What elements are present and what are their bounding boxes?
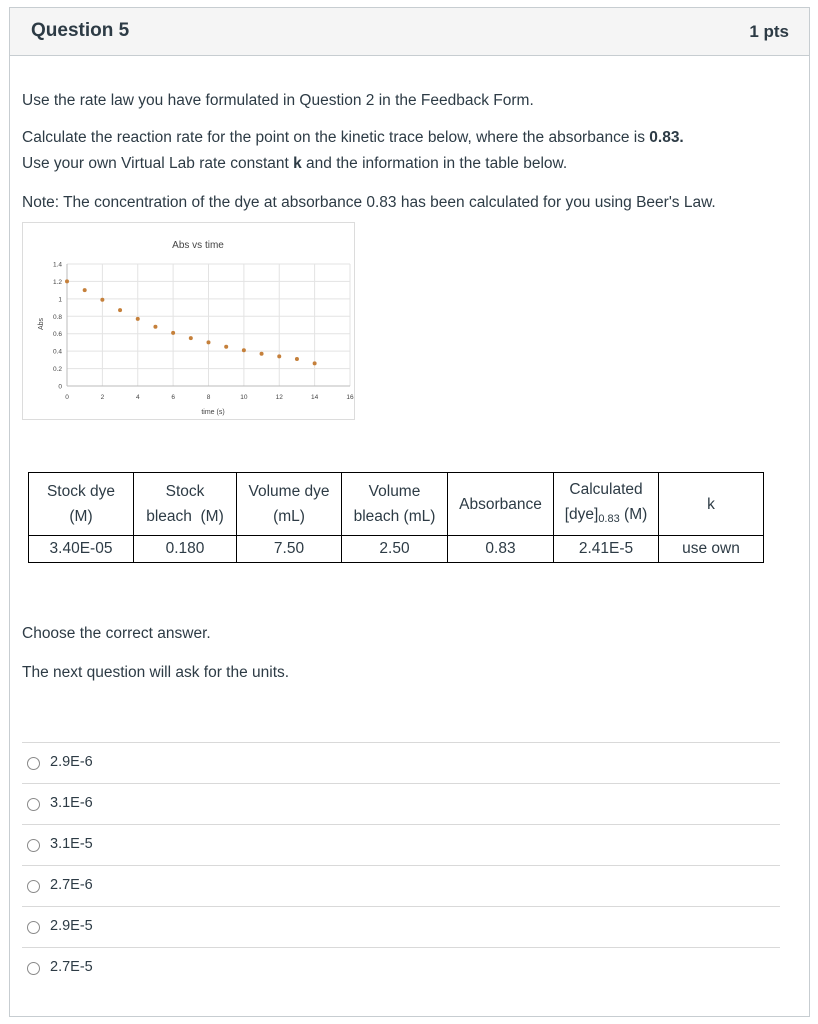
next-question-text: The next question will ask for the units.	[22, 664, 290, 681]
answer-label[interactable]: 2.9E-5	[50, 918, 93, 934]
table-row	[29, 536, 764, 563]
data-point	[83, 288, 87, 292]
answer-list	[22, 742, 780, 988]
data-point	[171, 331, 175, 335]
value-calculated-dye: 2.41E-5	[554, 536, 659, 563]
x-tick-label: 4	[135, 394, 140, 401]
header-k: k	[659, 473, 764, 536]
y-axis-label: Abs	[38, 317, 45, 331]
chart-title: Abs vs time	[172, 240, 224, 251]
answer-label[interactable]: 2.9E-6	[50, 754, 93, 770]
y-tick-label: 0.4	[52, 348, 62, 356]
x-tick-label: 16	[346, 394, 354, 401]
absorbance-highlight: 0.83.	[649, 129, 684, 146]
instruction-text: Use your own Virtual Lab rate constant	[22, 155, 294, 172]
radio-button[interactable]	[27, 880, 40, 893]
instruction-text: and the information in the table below.	[301, 155, 568, 172]
value-stock-dye: 3.40E-05	[29, 536, 134, 563]
data-point	[118, 308, 122, 312]
header-absorbance: Absorbance	[448, 473, 554, 536]
radio-button[interactable]	[27, 798, 40, 811]
answer-option[interactable]	[22, 906, 780, 947]
chart-grid	[67, 264, 350, 386]
answer-option[interactable]	[22, 783, 780, 824]
rate-constant-highlight: k	[293, 155, 302, 172]
value-volume-bleach: 2.50	[342, 536, 448, 563]
chart-ticks	[53, 262, 354, 402]
data-point	[189, 336, 193, 340]
y-tick-label: 0.2	[52, 366, 62, 374]
data-point	[242, 348, 246, 352]
data-point	[260, 352, 264, 356]
x-tick-label: 8	[206, 394, 211, 401]
y-tick-label: 1.2	[52, 278, 62, 286]
answer-label[interactable]: 3.1E-5	[50, 836, 93, 852]
header-stock-dye: Stock dye (M)	[29, 473, 134, 536]
table-header-row	[29, 473, 764, 536]
header-volume-bleach: Volume bleach (mL)	[342, 473, 448, 536]
radio-button[interactable]	[27, 757, 40, 770]
data-point	[224, 345, 228, 349]
radio-button[interactable]	[27, 962, 40, 975]
data-point	[136, 317, 140, 321]
choose-text: Choose the correct answer.	[22, 625, 211, 642]
instruction-line-1	[22, 88, 534, 114]
header-calculated-dye: Calculated $[dye]_{0.83}$ (M)	[554, 473, 659, 536]
data-point	[100, 298, 104, 302]
data-point	[313, 361, 317, 365]
data-point	[153, 325, 157, 329]
header-stock-bleach: Stock bleach (M)	[134, 473, 237, 536]
answer-label[interactable]: 3.1E-6	[50, 795, 93, 811]
answer-label[interactable]: 2.7E-6	[50, 877, 93, 893]
chart-svg	[23, 223, 356, 421]
value-absorbance: 0.83	[448, 536, 554, 563]
x-tick-label: 14	[311, 394, 319, 401]
radio-button[interactable]	[27, 839, 40, 852]
question-title: Question 5	[31, 20, 130, 41]
header-volume-dye: Volume dye (mL)	[237, 473, 342, 536]
abs-vs-time-chart	[22, 222, 355, 420]
value-volume-dye: 7.50	[237, 536, 342, 563]
answer-option[interactable]	[22, 865, 780, 906]
value-stock-bleach: 0.180	[134, 536, 237, 563]
answer-label[interactable]: 2.7E-5	[50, 959, 93, 975]
y-tick-label: 0.6	[52, 331, 62, 339]
y-tick-label: 1	[58, 296, 62, 304]
x-tick-label: 2	[100, 394, 105, 401]
x-tick-label: 10	[240, 394, 248, 401]
instruction-line-2	[22, 125, 684, 151]
y-tick-label: 0	[58, 383, 62, 391]
note-line	[22, 190, 716, 216]
x-tick-label: 6	[171, 394, 175, 401]
data-point	[295, 357, 299, 361]
data-table	[28, 472, 764, 563]
y-tick-label: 0.8	[52, 313, 62, 321]
data-point	[207, 340, 211, 344]
x-tick-label: 12	[275, 394, 283, 401]
answer-option[interactable]	[22, 742, 780, 783]
question-header	[10, 8, 809, 56]
instruction-line-3	[22, 151, 567, 177]
value-k: use own	[659, 536, 764, 563]
x-tick-label: 0	[65, 394, 69, 401]
radio-button[interactable]	[27, 921, 40, 934]
instruction-text: Calculate the reaction rate for the point on the kinetic trace below, where the absorbance is	[22, 129, 650, 146]
x-axis-label: time (s)	[201, 409, 225, 416]
data-point	[277, 354, 281, 358]
answer-option[interactable]	[22, 824, 780, 865]
instruction-text: Use the rate law you have formulated in Question 2 in the Feedback Form.	[22, 92, 534, 109]
note-text: Note: The concentration of the dye at absorbance 0.83 has been calculated for you using Beer's Law.	[22, 194, 716, 211]
answer-option[interactable]	[22, 947, 780, 988]
y-tick-label: 1.4	[52, 261, 62, 269]
question-points: 1 pts	[749, 22, 789, 41]
data-point	[65, 279, 69, 283]
